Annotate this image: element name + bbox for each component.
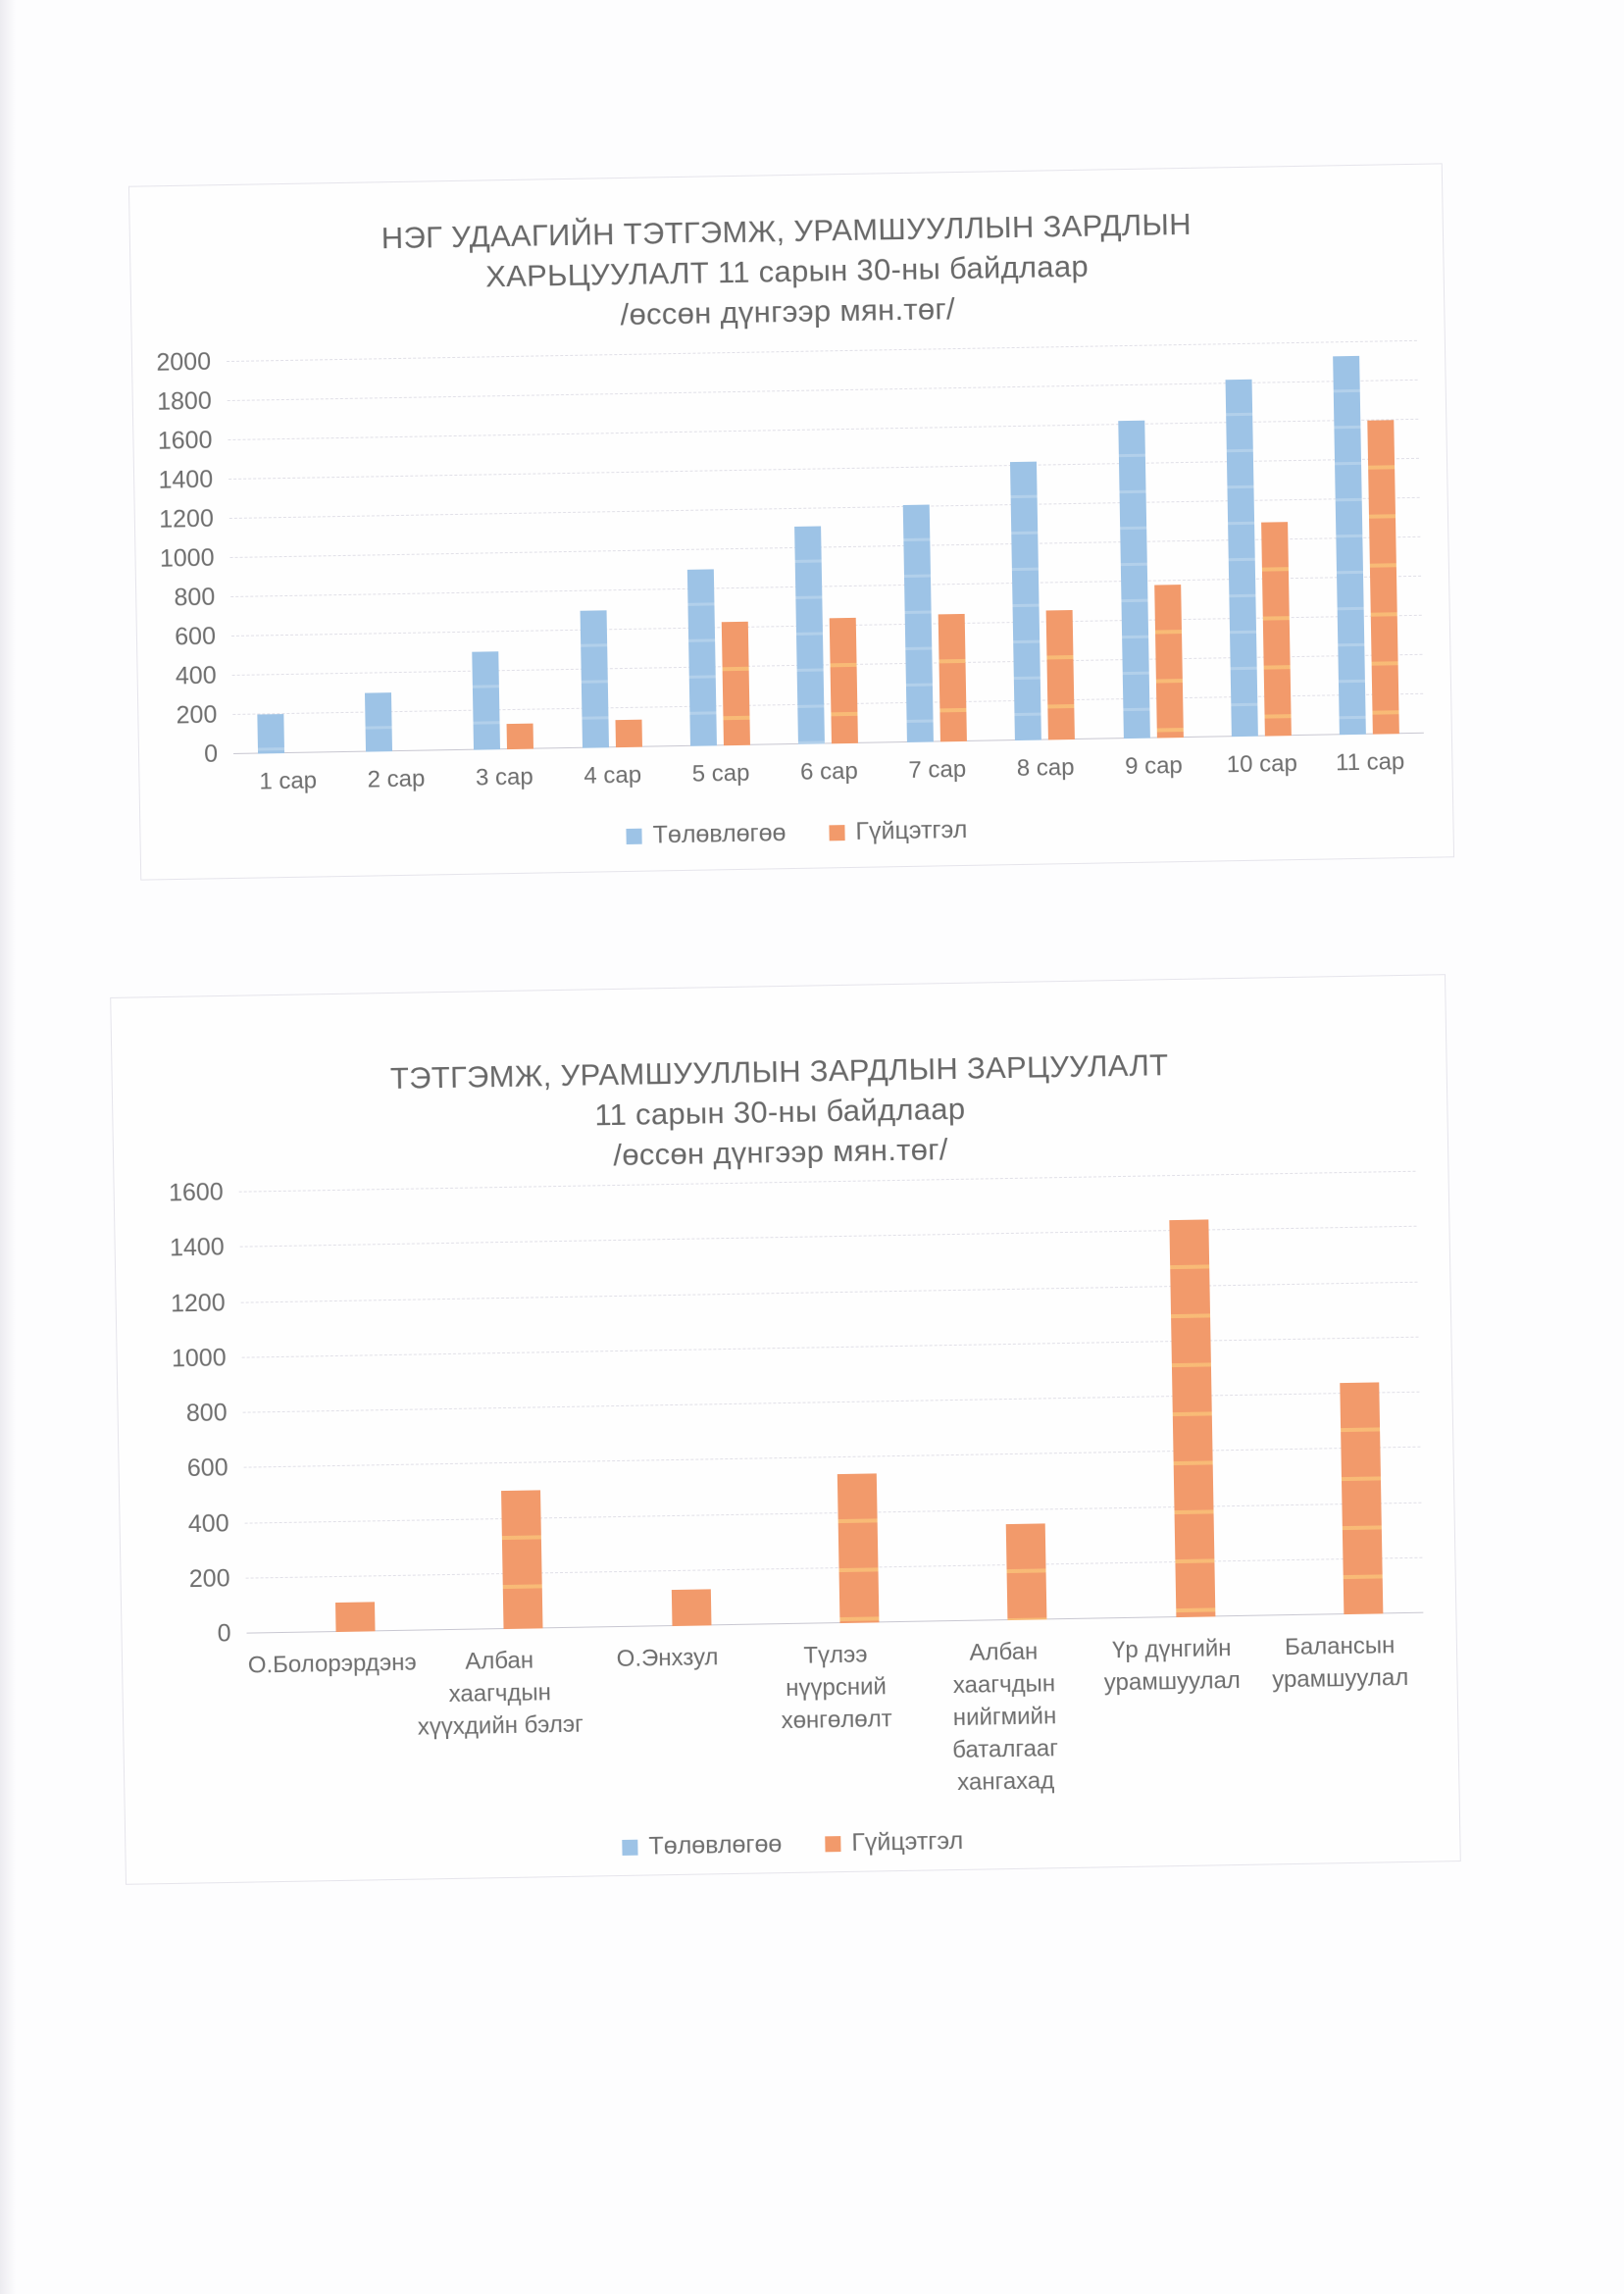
category-group [876, 349, 990, 784]
bar-actual [615, 720, 641, 747]
bar-planned [365, 692, 392, 751]
x-axis-label: Түлээ нүүрсний хөнгөлөлт [781, 1641, 892, 1735]
x-axis-label: 9 сар [1124, 752, 1184, 781]
bar-actual [1006, 1523, 1047, 1620]
legend-swatch-actual [825, 1836, 840, 1852]
y-axis-label: 400 [175, 661, 217, 690]
chart-benefits-comparison [128, 163, 1454, 880]
y-axis-label: 1600 [157, 426, 213, 455]
bar-planned [790, 1623, 830, 1624]
chart-title-line-1: ТЭТГЭМЖ, УРАМШУУЛЛЫН ЗАРДЛЫН ЗАРЦУУЛАЛТ [389, 1047, 1169, 1096]
bar-actual [938, 614, 966, 741]
x-axis-label: 1 сар [259, 767, 318, 795]
x-axis-label: Балансын урамшуулал [1272, 1632, 1409, 1694]
x-axis-label: О.Болорэрдэнэ [247, 1649, 417, 1679]
y-axis-label: 400 [187, 1508, 229, 1538]
bar-planned [286, 1632, 326, 1633]
bar-pair [239, 1190, 415, 1634]
plot-area [168, 1172, 1424, 1796]
x-axis-label: Албан хаагчдын хүүхдийн бэлэг [417, 1647, 584, 1741]
category-group [1308, 341, 1423, 777]
bar-pair [984, 347, 1098, 741]
y-axis-label: 200 [176, 700, 218, 730]
bar-planned [1010, 462, 1041, 740]
legend-swatch-planned [622, 1839, 637, 1855]
category-group [575, 1184, 750, 1673]
category-group [743, 1181, 919, 1735]
x-axis-label: 2 сар [367, 765, 426, 793]
bar-pair [227, 360, 341, 754]
bar-pair [334, 358, 449, 752]
x-axis-label: Үр дүнгийн урамшуулал [1103, 1635, 1242, 1697]
bar-planned [795, 526, 826, 743]
y-axis-label: 2000 [156, 347, 212, 377]
bar-actual [335, 1603, 376, 1632]
chart-title-line-3: /өссөн дүнгээр мян.төг/ [613, 1132, 949, 1173]
bar-pair [1200, 343, 1315, 738]
chart-title [129, 164, 1445, 342]
chart-title [111, 975, 1447, 1184]
legend-item-actual [829, 816, 967, 846]
bar-pair [1092, 345, 1207, 739]
bar-planned [1127, 1617, 1166, 1618]
bar-actual [722, 622, 750, 745]
bar-pair [1247, 1172, 1423, 1616]
category-group [984, 347, 1098, 783]
x-axis-label: 10 сар [1226, 750, 1298, 779]
category-group [407, 1187, 584, 1741]
bar-pair [911, 1178, 1087, 1622]
bar-groups [227, 341, 1424, 795]
bar-planned [1225, 380, 1257, 737]
bar-planned [687, 569, 717, 745]
y-axis-label: 1800 [156, 386, 213, 416]
bar-pair [575, 1184, 750, 1628]
x-axis-label: 11 сар [1335, 748, 1405, 777]
bar-planned [959, 1620, 998, 1621]
chart-title-line-1: НЭГ УДААГИЙН ТЭТГЭМЖ, УРАМШУУЛЛЫН ЗАРДЛЫН [381, 206, 1193, 256]
legend-label-planned: Төлөвлөгөө [652, 819, 787, 849]
legend-item-actual [825, 1827, 963, 1858]
bar-actual [507, 724, 533, 749]
category-group [1247, 1172, 1423, 1694]
y-axis-label: 1000 [159, 543, 215, 573]
plot-area [156, 341, 1424, 795]
chart-title-line-2: ХАРЬЦУУЛАЛТ 11 сарын 30-ны байдлаар [484, 248, 1090, 294]
chart-benefits-spending [110, 974, 1461, 1885]
legend-label-planned: Төлөвлөгөө [648, 1830, 783, 1861]
bar-actual [1368, 420, 1400, 734]
bar-planned [1333, 356, 1366, 735]
y-axis-label: 1200 [170, 1288, 226, 1317]
bar-planned [903, 505, 934, 742]
scan-edge-shadow [0, 0, 16, 2294]
legend-item-planned [622, 1830, 782, 1861]
x-axis-label: 7 сар [908, 755, 967, 784]
legend-label-actual: Гүйцэтгэл [851, 1826, 964, 1857]
bar-actual [1340, 1382, 1383, 1614]
bar-planned [1295, 1614, 1335, 1615]
x-axis-label: 3 сар [475, 763, 533, 791]
x-axis-label: 6 сар [799, 757, 859, 786]
x-axis-label: Албан хаагчдын нийгмийн баталгааг хангахад [951, 1638, 1059, 1796]
bar-actual [1169, 1219, 1215, 1617]
legend-item-planned [626, 819, 786, 850]
bar-actual [830, 618, 858, 743]
bar-groups [239, 1172, 1424, 1796]
bar-planned [473, 651, 501, 749]
bar-pair [407, 1187, 583, 1631]
y-axis-label: 800 [174, 583, 216, 612]
category-group [768, 350, 883, 786]
category-group [443, 356, 558, 791]
bar-pair [551, 354, 666, 748]
y-axis-label: 0 [217, 1619, 231, 1648]
bar-actual [1046, 610, 1075, 739]
y-axis-label: 1200 [158, 504, 215, 534]
y-axis-label: 200 [188, 1564, 230, 1593]
bar-planned [1118, 421, 1150, 739]
bar-actual [1261, 522, 1292, 736]
chart-title-line-3: /өссөн дүнгээр мян.төг/ [620, 291, 956, 332]
legend [126, 1818, 1459, 1870]
legend-label-actual: Гүйцэтгэл [855, 815, 968, 845]
bar-planned [257, 714, 284, 753]
y-axis-label: 1400 [158, 465, 214, 494]
bar-planned [623, 1626, 662, 1627]
y-axis-label: 800 [185, 1399, 228, 1428]
bar-pair [1080, 1175, 1255, 1619]
bar-planned [455, 1629, 494, 1630]
legend-swatch-actual [829, 825, 844, 841]
y-axis-label: 600 [186, 1453, 228, 1483]
bar-pair [876, 349, 990, 743]
bar-pair [1308, 341, 1423, 736]
bar-pair [768, 350, 883, 744]
y-axis-label: 0 [203, 739, 219, 768]
legend [140, 807, 1452, 858]
legend-swatch-planned [627, 828, 642, 843]
category-group [551, 354, 666, 790]
category-group [334, 358, 449, 793]
y-axis-label: 1400 [169, 1233, 225, 1262]
category-group [1080, 1175, 1255, 1697]
bar-pair [743, 1181, 919, 1625]
bar-pair [659, 352, 774, 746]
y-axis-label: 1000 [171, 1344, 227, 1373]
category-group [227, 360, 341, 795]
bar-actual [837, 1474, 880, 1624]
x-axis-label: 4 сар [584, 761, 642, 790]
category-group [1092, 345, 1207, 781]
chart-title-line-2: 11 сарын 30-ны байдлаар [594, 1091, 966, 1133]
x-axis-label: 5 сар [691, 759, 750, 788]
bar-actual [671, 1590, 711, 1626]
bar-actual [1154, 585, 1184, 738]
category-group [239, 1190, 417, 1679]
y-axis-label: 1600 [168, 1178, 224, 1207]
category-group [659, 352, 774, 788]
category-group [911, 1178, 1087, 1796]
x-axis-label: О.Энхзул [616, 1644, 719, 1673]
y-axis-label: 600 [174, 622, 217, 651]
bar-planned [580, 610, 608, 747]
bar-pair [443, 356, 558, 750]
bar-actual [501, 1491, 542, 1629]
category-group [1200, 343, 1315, 779]
x-axis-label: 8 сар [1016, 754, 1075, 783]
